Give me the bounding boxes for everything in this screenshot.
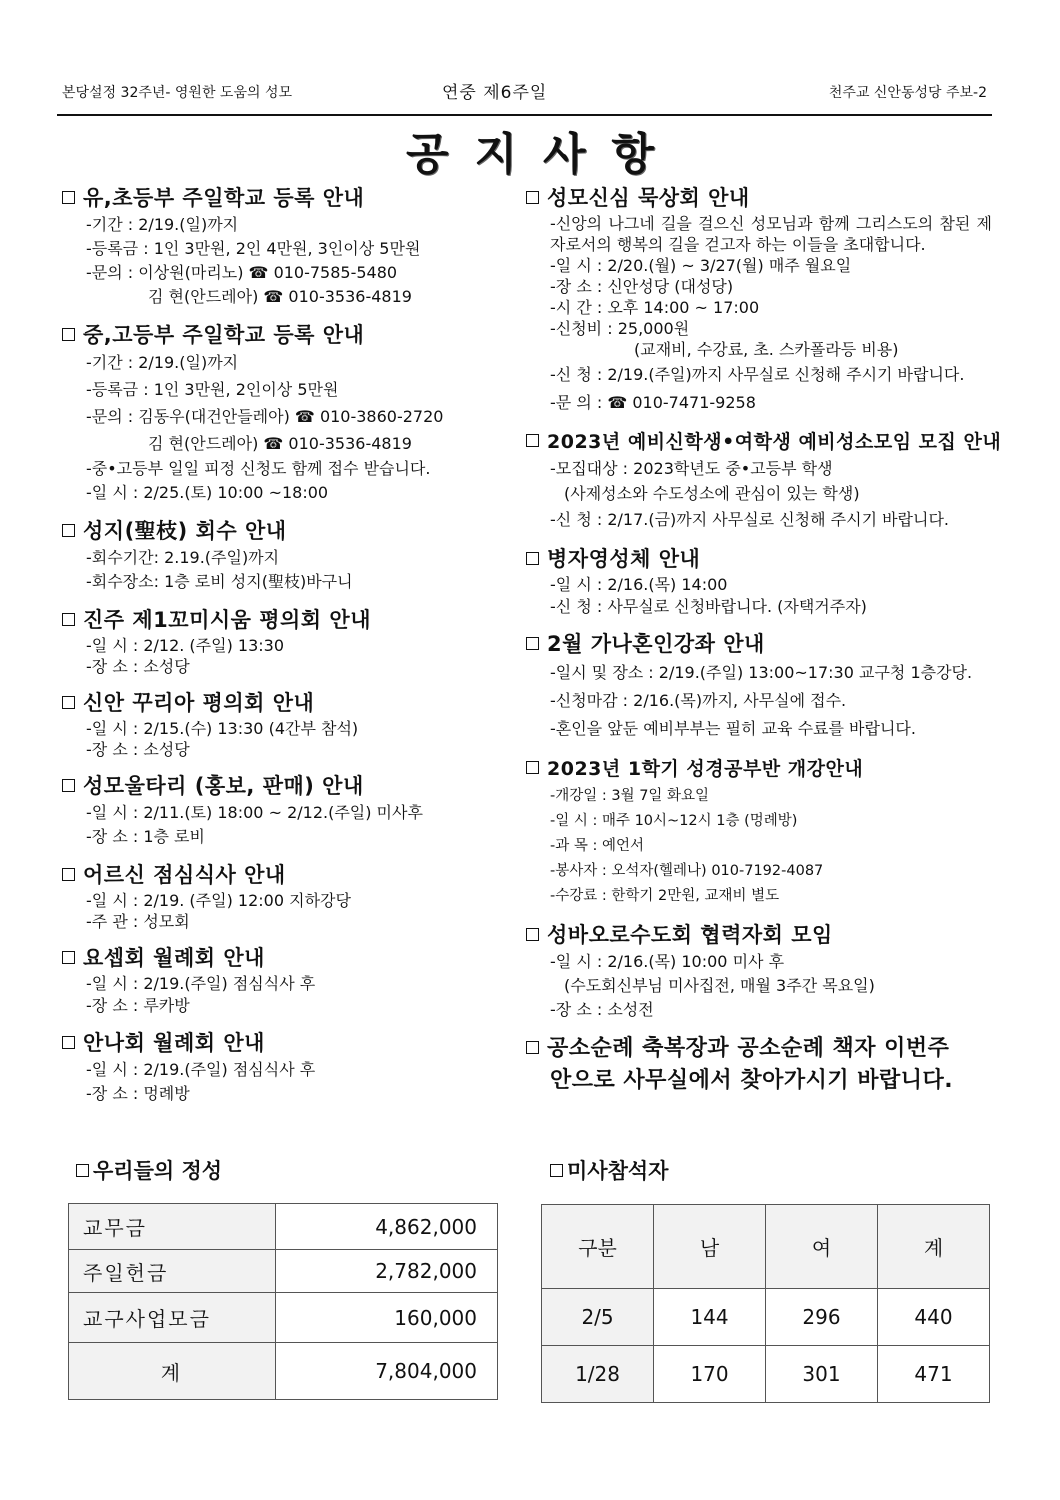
offering-value: 7,804,000 xyxy=(275,1343,497,1400)
male-count: 170 xyxy=(654,1346,766,1403)
notice-line: 김 현(안드레아) ☎ 010-3536-4819 xyxy=(148,434,412,453)
table-header-row xyxy=(542,1205,990,1289)
notice-line: -일 시 : 2/16.(목) 10:00 미사 후 xyxy=(550,952,785,971)
notice-line: -일 시 : 2/19.(주일) 점심식사 후 xyxy=(86,974,316,993)
table-row xyxy=(69,1204,498,1250)
notice-line: -장 소 : 소성당 xyxy=(86,657,190,676)
page-header xyxy=(57,78,992,116)
notice-curia-meeting xyxy=(62,688,517,760)
notice-line: -등록금 : 1인 3만원, 2인 4만원, 3인이상 5만원 xyxy=(86,239,421,258)
notice-line: -장 소 : 루카방 xyxy=(86,996,190,1015)
table-row xyxy=(542,1346,990,1403)
table-row xyxy=(542,1289,990,1346)
notice-mary-fence xyxy=(62,771,517,849)
notice-elementary-registration xyxy=(62,183,517,309)
notice-line: -신 청 : 사무실로 신청바랍니다. (자택거주자) xyxy=(550,597,867,616)
notice-line: -회수장소: 1층 로비 성지(聖枝)바구니 xyxy=(86,572,353,591)
notice-line: -신 청 : 2/19.(주일)까지 사무실로 신청해 주시기 바랍니다. xyxy=(550,365,965,384)
notice-line: -일 시 : 2/25.(토) 10:00 ~18:00 xyxy=(86,483,329,502)
notice-vocation-gathering xyxy=(526,427,1002,533)
notice-elder-lunch xyxy=(62,860,517,932)
checkbox-bullet-icon xyxy=(526,761,539,774)
offerings-title: 우리들의 정성 xyxy=(76,1155,222,1185)
notice-line: -회수기간: 2.19.(주일)까지 xyxy=(86,548,280,567)
notice-title: 성지(聖枝) 회수 안내 xyxy=(62,516,517,546)
notice-middle-high-registration xyxy=(62,320,517,505)
attendance-table xyxy=(541,1204,990,1403)
notice-line: -봉사자 : 오석자(헬레나) 010-7192-4087 xyxy=(550,863,824,879)
checkbox-bullet-icon xyxy=(62,696,75,709)
header-cell: 계 xyxy=(878,1205,990,1289)
notice-line: -일 시 : 2/15.(수) 13:30 (4간부 참석) xyxy=(86,719,359,738)
date-cell: 1/28 xyxy=(542,1346,654,1403)
offering-value: 2,782,000 xyxy=(275,1250,497,1293)
notice-title: 어르신 점심식사 안내 xyxy=(62,860,517,890)
attendance-title: 미사참석자 xyxy=(550,1155,668,1185)
notice-line: -신청비 : 25,000원 xyxy=(550,319,690,338)
checkbox-bullet-icon xyxy=(62,191,75,204)
left-column xyxy=(62,183,517,1117)
offerings-table xyxy=(68,1203,498,1400)
notice-title: 유,초등부 주일학교 등록 안내 xyxy=(62,183,517,213)
table-row xyxy=(69,1293,498,1343)
checkbox-bullet-icon xyxy=(62,328,75,341)
checkbox-bullet-icon xyxy=(62,779,75,792)
notice-pauline-cooperators xyxy=(526,920,996,1022)
offering-label: 교무금 xyxy=(69,1204,276,1250)
male-count: 144 xyxy=(654,1289,766,1346)
notice-line: -일시 및 장소 : 2/19.(주일) 13:00~17:30 교구청 1층강당. xyxy=(550,663,973,682)
table-row xyxy=(69,1250,498,1293)
notice-line: -장 소 : 소성전 xyxy=(550,1000,654,1019)
notice-line: -시 간 : 오후 14:00 ~ 17:00 xyxy=(550,298,760,317)
header-right-text: 천주교 신안동성당 주보-2 xyxy=(828,85,987,101)
notice-line: -문의 : 김동우(대건안들레아) ☎ 010-3860-2720 xyxy=(86,407,444,426)
notice-title: 성모신심 묵상회 안내 xyxy=(526,183,996,213)
notice-title: 공소순례 축복장과 공소순례 책자 이번주 xyxy=(526,1033,996,1065)
notice-title: 2023년 예비신학생•여학생 예비성소모임 모집 안내 xyxy=(526,427,996,457)
notice-sick-communion xyxy=(526,544,996,618)
notice-line: -일 시 : 2/16.(목) 14:00 xyxy=(550,575,728,594)
notice-line: -신 청 : 2/17.(금)까지 사무실로 신청해 주시기 바랍니다. xyxy=(550,510,950,529)
checkbox-bullet-icon xyxy=(550,1164,563,1177)
notice-line: -신청마감 : 2/16.(목)까지, 사무실에 접수. xyxy=(550,691,847,710)
right-column xyxy=(526,183,1002,1108)
notice-bible-study xyxy=(526,754,996,909)
checkbox-bullet-icon xyxy=(526,552,539,565)
notice-line: -기간 : 2/19.(일)까지 xyxy=(86,353,239,372)
notice-line: -일 시 : 2/11.(토) 18:00 ~ 2/12.(주일) 미사후 xyxy=(86,803,423,822)
notice-title: 성모울타리 (홍보, 판매) 안내 xyxy=(62,771,517,801)
female-count: 301 xyxy=(766,1346,878,1403)
checkbox-bullet-icon xyxy=(526,928,539,941)
notice-title: 신안 꾸리아 평의회 안내 xyxy=(62,688,517,718)
notice-line: -장 소 : 소성당 xyxy=(86,740,190,759)
header-left-text: 본당설정 32주년- 영원한 도움의 성모 xyxy=(62,85,293,101)
notice-line: -일 시 : 2/19.(주일) 점심식사 후 xyxy=(86,1060,316,1079)
offering-label: 계 xyxy=(69,1343,276,1400)
notice-title: 성바오로수도회 협력자회 모임 xyxy=(526,920,996,950)
notice-title: 병자영성체 안내 xyxy=(526,544,996,574)
notice-line: -개강일 : 3월 7일 화요일 xyxy=(550,788,710,804)
checkbox-bullet-icon xyxy=(62,524,75,537)
notice-line: -일 시 : 2/12. (주일) 13:30 xyxy=(86,636,285,655)
notice-line: (수도회신부님 미사집전, 매월 3주간 목요일) xyxy=(564,976,875,995)
checkbox-bullet-icon xyxy=(526,434,539,447)
notice-line: -장 소 : 신안성당 (대성당) xyxy=(550,277,734,296)
checkbox-bullet-icon xyxy=(526,1041,539,1054)
notice-comitium-meeting xyxy=(62,605,517,677)
notice-line: -주 관 : 성모회 xyxy=(86,912,190,931)
notice-line: -혼인을 앞둔 예비부부는 필히 교육 수료를 바랍니다. xyxy=(550,719,916,738)
offering-label: 교구사업모금 xyxy=(69,1293,276,1343)
checkbox-bullet-icon xyxy=(62,868,75,881)
checkbox-bullet-icon xyxy=(526,637,539,650)
notice-anna-meeting xyxy=(62,1028,517,1106)
notice-line: (교재비, 수강료, 초. 스카폴라등 비용) xyxy=(634,340,899,359)
notice-line: -수강료 : 한학기 2만원, 교재비 별도 xyxy=(550,888,780,904)
notice-title: 안나회 월례회 안내 xyxy=(62,1028,517,1058)
notice-line: 김 현(안드레아) ☎ 010-3536-4819 xyxy=(148,287,412,306)
notice-title: 2월 가나혼인강좌 안내 xyxy=(526,629,996,659)
page-title: 공지사항 xyxy=(405,129,680,180)
checkbox-bullet-icon xyxy=(62,613,75,626)
notice-line: -장 소 : 멍례방 xyxy=(86,1084,190,1103)
header-week-title: 연중 제6주일 xyxy=(442,83,548,103)
notice-title: 중,고등부 주일학교 등록 안내 xyxy=(62,320,517,350)
offering-value: 160,000 xyxy=(275,1293,497,1343)
checkbox-bullet-icon xyxy=(526,191,539,204)
notice-title: 2023년 1학기 성경공부반 개강안내 xyxy=(526,754,996,784)
notice-line: -문의 : 이상원(마리노) ☎ 010-7585-5480 xyxy=(86,263,398,282)
notice-line: -장 소 : 1층 로비 xyxy=(86,827,205,846)
offering-value: 4,862,000 xyxy=(275,1204,497,1250)
notice-marian-devotion xyxy=(526,183,996,416)
table-row xyxy=(69,1343,498,1400)
header-cell: 여 xyxy=(766,1205,878,1289)
total-count: 440 xyxy=(878,1289,990,1346)
notice-title: 요셉회 월례회 안내 xyxy=(62,943,517,973)
checkbox-bullet-icon xyxy=(76,1164,89,1177)
date-cell: 2/5 xyxy=(542,1289,654,1346)
notice-palm-return xyxy=(62,516,517,594)
notice-pilgrimage-booklet xyxy=(526,1033,996,1097)
notice-cana-course xyxy=(526,629,996,743)
notice-line: -등록금 : 1인 3만원, 2인이상 5만원 xyxy=(86,380,339,399)
notice-line: -과 목 : 예언서 xyxy=(550,838,644,854)
notice-line: -일 시 : 매주 10시~12시 1층 (멍례방) xyxy=(550,813,798,829)
notice-line: -모집대상 : 2023학년도 중•고등부 학생 xyxy=(550,459,833,478)
notice-line: -중•고등부 일일 피정 신청도 함께 접수 받습니다. xyxy=(86,459,431,478)
notice-joseph-meeting xyxy=(62,943,517,1017)
checkbox-bullet-icon xyxy=(62,1036,75,1049)
total-count: 471 xyxy=(878,1346,990,1403)
notice-intro: -신앙의 나그네 길을 걸으신 성모님과 함께 그리스도의 참된 제자로서의 행복의 길을 걷고자 하는 이들을 초대합니다. xyxy=(550,214,992,254)
notice-title: 진주 제1꼬미시움 평의회 안내 xyxy=(62,605,517,635)
notice-line: -일 시 : 2/20.(월) ~ 3/27(월) 매주 월요일 xyxy=(550,256,852,275)
notice-line: -문 의 : ☎ 010-7471-9258 xyxy=(550,393,756,412)
notice-title-continued: 안으로 사무실에서 찾아가시기 바랍니다. xyxy=(550,1068,954,1093)
header-cell: 남 xyxy=(654,1205,766,1289)
notice-line: -일 시 : 2/19. (주일) 12:00 지하강당 xyxy=(86,891,351,910)
checkbox-bullet-icon xyxy=(62,951,75,964)
female-count: 296 xyxy=(766,1289,878,1346)
offering-label: 주일헌금 xyxy=(69,1250,276,1293)
header-cell: 구분 xyxy=(542,1205,654,1289)
notice-line: -기간 : 2/19.(일)까지 xyxy=(86,215,239,234)
notice-line: (사제성소와 수도성소에 관심이 있는 학생) xyxy=(564,484,860,503)
